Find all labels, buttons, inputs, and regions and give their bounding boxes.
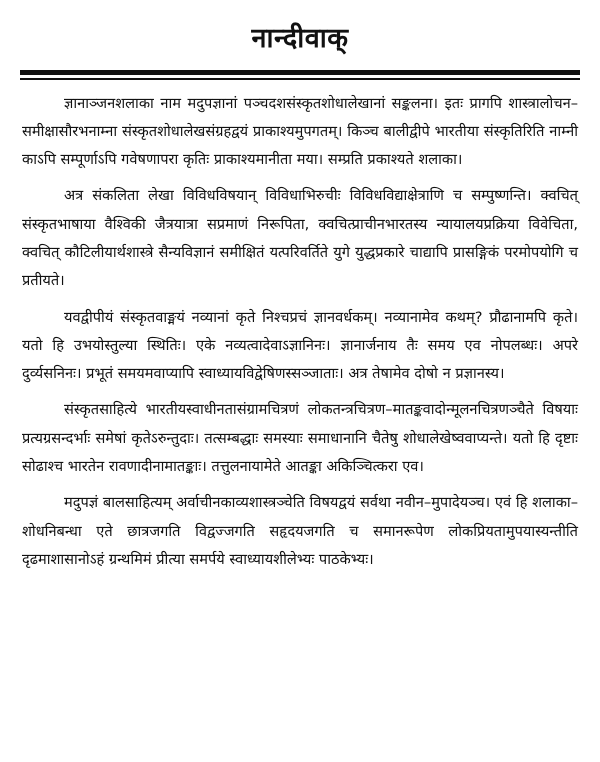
paragraph-5: मदुपज्ञं बालसाहित्यम् अर्वाचीनकाव्यशास्त्रञ्चेति विषयद्वयं सर्वथा नवीन–मुपादेयञ्च। एवं हि शलाका–शोधनिबन्धा एते छात्रजगति विद्वज्जगति सहृदयजगति च समानरूपेण लोकप्रियतामुपयास्यन्तीति दृढमाशासानोऽहं ग्रन्थमिमं प्रीत्या समर्पये स्वाध्यायशीलेभ्यः पाठकेभ्यः। xyxy=(22,494,578,568)
page-title: नान्दीवाक् xyxy=(251,23,349,54)
paragraph-1: ज्ञानाञ्जनशलाका नाम मदुपज्ञानां पञ्चदशसंस्कृतशोधालेखानां सङ्कलना। इतः प्रागपि शास्त्रालोचन–समीक्षासौरभनाम्ना संस्कृतशोधालेखसंग्रहद्वयं प्राकाश्यमुपगतम्। किञ्च बालीद्वीपे भारतीया संस्कृतिरिति नाम्नी काऽपि सम्पूर्णाऽपि गवेषणापरा कृतिः प्राकाश्यमानीता मया। सम्प्रति प्रकाश्यते शलाका। xyxy=(22,94,578,169)
paragraph-4: संस्कृतसाहित्ये भारतीयस्वाधीनतासंग्रामचित्रणं लोकतन्त्रचित्रण–मातङ्कवादोन्मूलनचित्रणञ्चैते विषयाः प्रत्यग्रसन्दर्भाः समेषां कृतेऽरुन्तुदाः। तत्सम्बद्धाः समस्याः समाधानानि चैतेषु शोधालेखेष्ववाप्यन्ते। यतो हि दृष्टाः सोढाश्च भारतेन रावणादीनामातङ्काः। तत्तुलनायामेते आतङ्का अकिञ्चित्करा एव। xyxy=(22,401,578,476)
title-rule-thick xyxy=(20,70,580,75)
paragraph-3: यवद्वीपीयं संस्कृतवाङ्मयं नव्यानां कृते निश्चप्रचं ज्ञानवर्धकम्। नव्यानामेव कथम्? प्रौढानामपि कृते। यतो हि उभयोस्तुल्या स्थितिः। एके नव्यत्वादेवाऽज्ञानिनः। ज्ञानार्जनाय तैः समय एव नोपलब्धः। अपरे दुर्व्यसनिनः। प्रभूतं समयमवाप्यापि स्वाध्यायविद्वेषिणस्सञ्जाताः। अत्र तेषामेव दोषो न प्रज्ञानस्य। xyxy=(22,308,578,383)
body-text xyxy=(0,80,600,575)
paragraph-2: अत्र संकलिता लेखा विविधविषयान् विविधाभिरुचीः विविधविद्याक्षेत्राणि च सम्पुष्णन्ति। क्वचित् संस्कृतभाषाया वैश्विकी जैत्रयात्रा सप्रमाणं निरूपिता, क्वचित्प्राचीनभारतस्य न्यायालयप्रक्रिया विवेचिता, क्वचित् कौटिलीयार्थशास्त्रे सैन्यविज्ञानं समीक्षितं यत्परिवर्तिते युगे युद्धप्रकारे चाद्यापि प्रासङ्गिकं परमोपयोगि च प्रतीयते। xyxy=(22,187,578,290)
